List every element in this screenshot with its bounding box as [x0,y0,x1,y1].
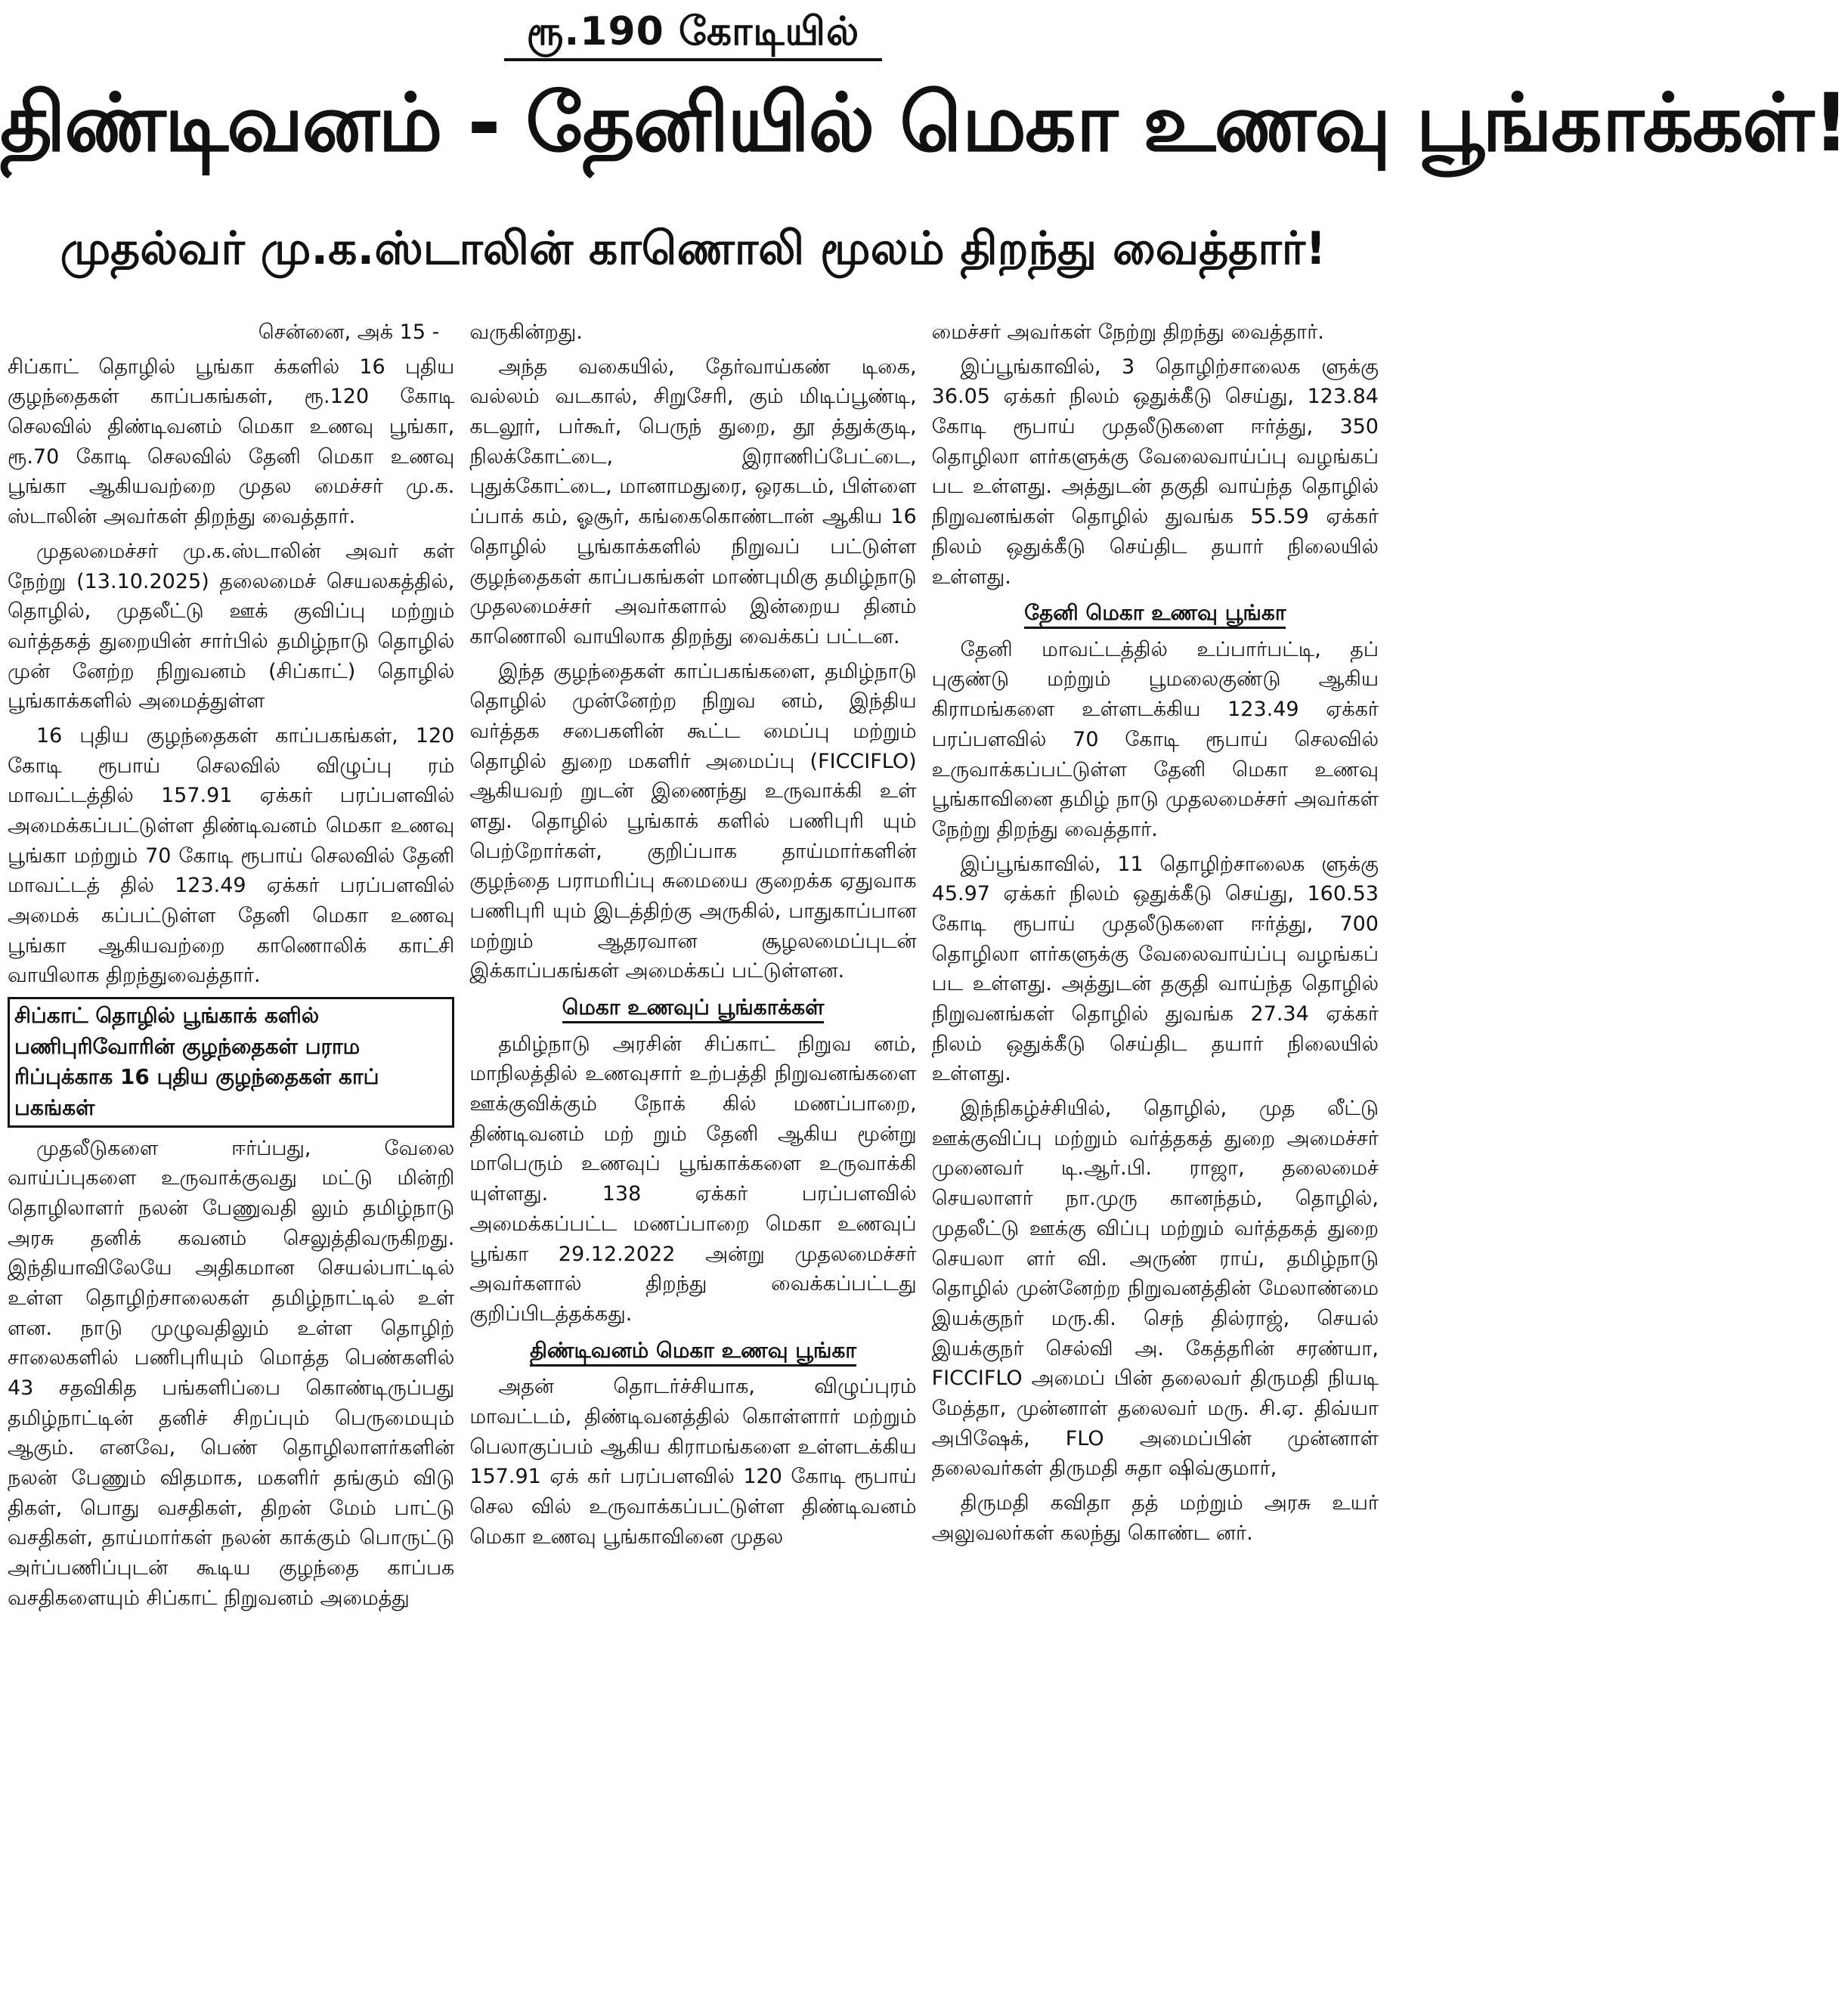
section-heading-theni [932,598,1379,629]
column-2 [469,317,916,2003]
paragraph: அதன் தொடர்ச்சியாக, விழுப்புரம் மாவட்டம், திண்டிவனத்தில் கொள்ளார் மற்றும் பெலாகுப்பம் ஆகிய கிராமங்களை உள்ளடக்கிய 157.91 ஏக் கர் பரப்பளவில் 120 கோடி ரூபாய் செல வில் உருவாக்கப்பட்டுள்ள திண்டிவனம் மெகா உணவு பூங்காவினை முதல [469,1375,917,1549]
paragraph: மைச்சர் அவர்கள் நேற்று திறந்து வைத்தார். [931,320,1324,344]
dateline: சென்னை, அக் 15 - [258,320,440,344]
paragraph: இந்த குழந்தைகள் காப்பகங்களை, தமிழ்நாடு தொழில் முன்னேற்ற நிறுவ னம், இந்திய வர்த்தக சபைகளின் கூட்ட மைப்பு மற்றும் தொழில் துறை மகளிர் அமைப்பு (FICCIFLO) ஆகியவற் றுடன் இணைந்து உருவாக்கி உள் ளது. தொழில் பூங்காக் களில் பணிபுரி யும் பெற்றோர்கள், குறிப்பாக தாய்மார்களின் குழந்தை பராமரிப்பு சுமையை குறைக்க ஏதுவாக பணிபுரி யும் இடத்திற்கு அருகில், பாதுகாப்பான மற்றும் ஆதரவான சூழலமைப்புடன் இக்காப்பகங்கள் அமைக்கப் பட்டுள்ளன. [469,659,917,983]
section-heading-tindivanam [469,1336,916,1367]
kicker: ரூ.190 கோடியில் [504,11,882,61]
paragraph: இப்பூங்காவில், 11 தொழிற்சாலைக ளுக்கு 45.97 ஏக்கர் நிலம் ஒதுக்கீடு செய்து, 160.53 கோடி ரூபாய் முதலீடுகளை ஈர்த்து, 700 தொழிலா ளர்களுக்கு வேலைவாய்ப்பு வழங்கப் பட உள்ளது. அத்துடன் தகுதி வாய்ந்த தொழில் நிறுவனங்கள் தொழில் துவங்க 27.34 ஏக்கர் நிலம் ஒதுக்கீடு செய்திட தயார் நிலையில் உள்ளது. [931,852,1379,1086]
paragraph: 16 புதிய குழந்தைகள் காப்பகங்கள், 120 கோடி ரூபாய் செலவில் விழுப்பு ரம் மாவட்டத்தில் 157.91 ஏக்கர் பரப்பளவில் அமைக்கப்பட்டுள்ள திண்டிவனம் மெகா உணவு பூங்கா மற்றும் 70 கோடி ரூபாய் செலவில் தேனி மாவட்டத் தில் 123.49 ஏக்கர் பரப்பளவில் அமைக் கப்பட்டுள்ள தேனி மெகா உணவு பூங்கா ஆகியவற்றை காணொலிக் காட்சி வாயிலாக திறந்துவைத்தார். [8,723,455,988]
section-heading-text: மெகா உணவுப் பூங்காக்கள் [562,995,825,1023]
paragraph: தமிழ்நாடு அரசின் சிப்காட் நிறுவ னம், மாநிலத்தில் உணவுசார் உற்பத்தி நிறுவனங்களை ஊக்குவிக்கும் நோக் கில் மணப்பாறை, திண்டிவனம் மற் றும் தேனி ஆகிய மூன்று மாபெரும் உணவுப் பூங்காக்களை உருவாக்கி யுள்ளது. 138 ஏக்கர் பரப்பளவில் அமைக்கப்பட்ட மணப்பாறை மெகா உணவுப் பூங்கா 29.12.2022 அன்று முதலமைச்சர் அவர்களால் திறந்து வைக்கப்பட்டது குறிப்பிடத்தக்கது. [469,1032,917,1326]
section-heading-mega-food-parks [469,992,916,1023]
article-columns [8,317,1379,2003]
paragraph: இப்பூங்காவில், 3 தொழிற்சாலைக ளுக்கு 36.05 ஏக்கர் நிலம் ஒதுக்கீடு செய்து, 123.84 கோடி ரூபாய் முதலீடுகளை ஈர்த்து, 350 தொழிலா ளர்களுக்கு வேலைவாய்ப்பு வழங்கப் பட உள்ளது. அத்துடன் தகுதி வாய்ந்த தொழில் நிறுவனங்கள் தொழில் துவங்க 55.59 ஏக்கர் நிலம் ஒதுக்கீடு செய்திட தயார் நிலையில் உள்ளது. [931,354,1379,589]
headline: திண்டிவனம் - தேனியில் மெகா உணவு பூங்காக்கள்! [0,76,1848,169]
column-1 [8,317,454,2003]
paragraph: அந்த வகையில், தேர்வாய்கண் டிகை, வல்லம் வடகால், சிறுசேரி, கும் மிடிப்பூண்டி, கடலூர், பர்கூர், பெருந் துறை, தூ த்துக்குடி, நிலக்கோட்டை, இராணிப்பேட்டை, புதுக்கோட்டை, மானாமதுரை, ஒரகடம், பிள்ளை ப்பாக் கம், ஓசூர், கங்கைகொண்டான் ஆகிய 16 தொழில் பூங்காக்களில் நிறுவப் பட்டுள்ள குழந்தைகள் காப்பகங்கள் மாண்புமிகு தமிழ்நாடு முதலமைச்சர் அவர்களால் இன்றைய தினம் காணொலி வாயிலாக திறந்து வைக்கப் பட்டன. [469,354,917,649]
paragraph: இந்நிகழ்ச்சியில், தொழில், முத லீட்டு ஊக்குவிப்பு மற்றும் வர்த்தகத் துறை அமைச்சர் முனைவர் டி.ஆர்.பி. ராஜா, தலைமைச் செயலாளர் நா.முரு கானந்தம், தொழில், முதலீட்டு ஊக்கு விப்பு மற்றும் வர்த்தகத் துறை செயலா ளர் வி. அருண் ராய், தமிழ்நாடு தொழில் முன்னேற்ற நிறுவனத்தின் மேலாண்மை இயக்குநர் மரு.கி. செந் தில்ராஜ், செயல் இயக்குநர் செல்வி அ. கேத்தரின் சரண்யா, FICCIFLO அமைப் பின் தலைவர் திருமதி நியடி மேத்தா, முன்னாள் தலைவர் மரு. சி.ஏ. திவ்யா அபிஷேக், FLO அமைப்பின் முன்னாள் தலைவர்கள் திருமதி சுதா ஷிவ்குமார், [931,1097,1379,1481]
paragraph: முதலீடுகளை ஈர்ப்பது, வேலை வாய்ப்புகளை உருவாக்குவது மட்டு மின்றி தொழிலாளர் நலன் பேணுவதி லும் தமிழ்நாடு அரசு தனிக் கவனம் செலுத்திவருகிறது. இந்தியாவிலேயே அதிகமான செயல்பாட்டில் உள்ள தொழிற்சாலைகள் தமிழ்நாட்டில் உள் ளன. நாடு முழுவதிலும் உள்ள தொழிற் சாலைகளில் பணிபுரியும் மொத்த பெண்களில் 43 சதவிகித பங்களிப்பை கொண்டிருப்பது தமிழ்நாட்டின் தனிச் சிறப்பும் பெருமையும் ஆகும். எனவே, பெண் தொழிலாளர்களின் நலன் பேணும் விதமாக, மகளிர் தங்கும் விடு திகள், பொது வசதிகள், திறன் மேம் பாட்டு வசதிகள், தாய்மார்கள் நலன் காக்கும் பொருட்டு அர்ப்பணிப்புடன் கூடிய குழந்தை காப்பக வசதிகளையும் சிப்காட் நிறுவனம் அமைத்து [8,1136,455,1610]
column-3 [932,317,1379,2003]
paragraph: தேனி மாவட்டத்தில் உப்பார்பட்டி, தப் புகுண்டு மற்றும் பூமலைகுண்டு ஆகிய கிராமங்களை உள்ளடக்கிய 123.49 ஏக்கர் பரப்பளவில் 70 கோடி ரூபாய் செலவில் உருவாக்கப்பட்டுள்ள தேனி மெகா உணவு பூங்காவினை தமிழ் நாடு முதலமைச்சர் அவர்கள் நேற்று திறந்து வைத்தார். [931,637,1379,841]
section-heading-creches: சிப்காட் தொழில் பூங்காக் களில் பணிபுரிவோரின் குழந்தைகள் பராம ரிப்புக்காக 16 புதிய குழந்தைகள் காப் பகங்கள் [8,997,454,1127]
section-heading-text: தேனி மெகா உணவு பூங்கா [1024,600,1286,629]
kicker-wrapper [0,0,1386,80]
paragraph: சிப்காட் தொழில் பூங்கா க்களில் 16 புதிய குழந்தைகள் காப்பகங்கள், ரூ.120 கோடி செலவில் திண்டிவனம் மெகா உணவு பூங்கா, ரூ.70 கோடி செலவில் தேனி மெகா உணவு பூங்கா ஆகியவற்றை முதல மைச்சர் மு.க. ஸ்டாலின் அவர்கள் திறந்து வைத்தார். [8,354,455,529]
paragraph: முதலமைச்சர் மு.க.ஸ்டாலின் அவர் கள் நேற்று (13.10.2025) தலைமைச் செயலகத்தில், தொழில், முதலீட்டு ஊக் குவிப்பு மற்றும் வர்த்தகத் துறையின் சார்பில் தமிழ்நாடு தொழில் முன் னேற்ற நிறுவனம் (சிப்காட்) தொழில் பூங்காக்களில் அமைத்துள்ள [8,539,455,714]
paragraph: வருகின்றது. [469,320,583,344]
subheadline: முதல்வர் மு.க.ஸ்டாலின் காணொலி மூலம் திறந்து வைத்தார்! [60,222,1326,275]
section-heading-text: திண்டிவனம் மெகா உணவு பூங்கா [530,1338,856,1367]
paragraph: திருமதி கவிதா தத் மற்றும் அரசு உயர் அலுவலர்கள் கலந்து கொண்ட னர். [931,1491,1379,1545]
